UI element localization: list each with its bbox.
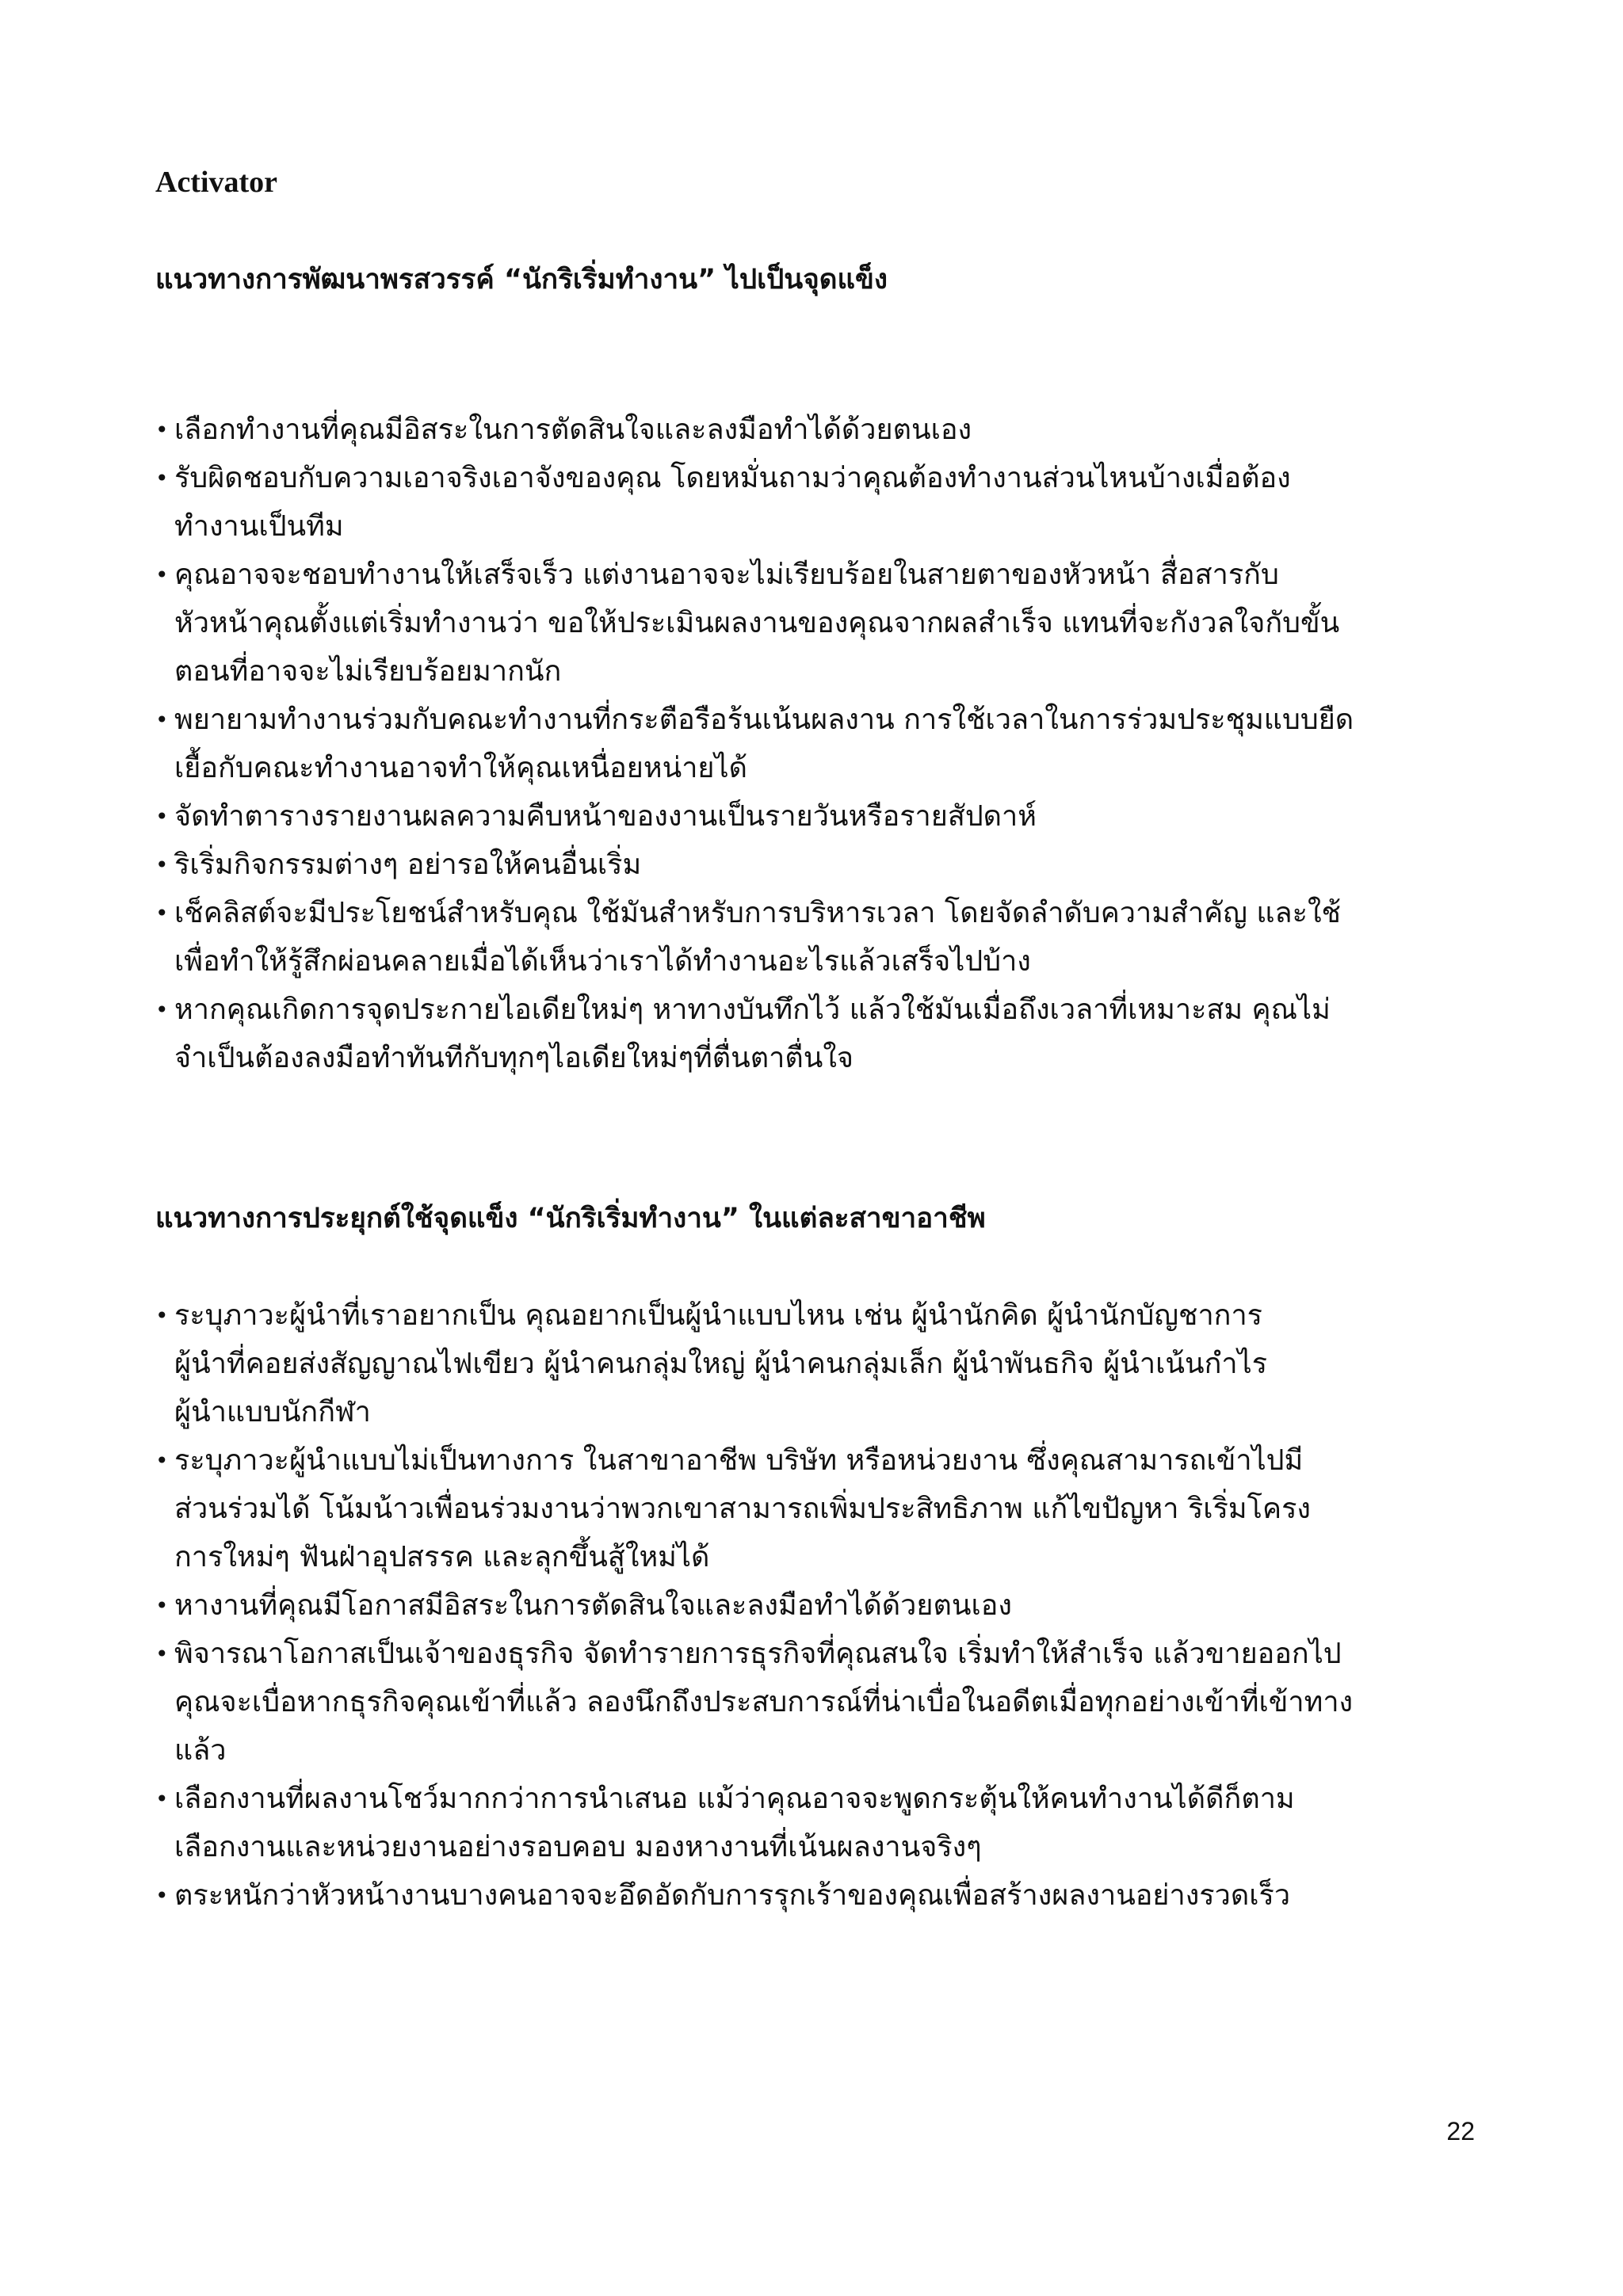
list-item-line: แล้ว (174, 1734, 227, 1767)
bullet-icon: • (155, 1786, 169, 1812)
list-item-line: หางานที่คุณมีโอกาสมีอิสระในการตัดสินใจและลงมือทำได้ด้วยตนเอง (174, 1589, 1012, 1622)
list-item-line: ผู้นำที่คอยส่งสัญญาณไฟเขียว ผู้นำคนกลุ่มใหญ่ ผู้นำคนกลุ่มเล็ก ผู้นำพันธกิจ ผู้นำเน้นกำไร (174, 1348, 1268, 1380)
bullet-icon: • (155, 1447, 169, 1474)
page-number: 22 (1446, 2117, 1475, 2145)
section-1-heading: แนวทางการพัฒนาพรสวรรค์ “นักริเริ่มทำงาน” ไปเป็นจุดแข็ง (155, 264, 888, 296)
list-item-line: พิจารณาโอกาสเป็นเจ้าของธุรกิจ จัดทำรายการธุรกิจที่คุณสนใจ เริ่มทำให้สำเร็จ แล้วขายออกไป (174, 1638, 1342, 1670)
section-2-heading: แนวทางการประยุกต์ใช้จุดแข็ง “นักริเริ่มทำงาน” ในแต่ละสาขาอาชีพ (155, 1203, 986, 1234)
list-item (155, 454, 1487, 551)
list-item-line: พยายามทำงานร่วมกับคณะทำงานที่กระตือรือร้นเน้นผลงาน การใช้เวลาในการร่วมประชุมแบบยืด (174, 704, 1354, 736)
bullet-icon: • (155, 707, 169, 733)
list-item-line: ริเริ่มกิจกรรมต่างๆ อย่ารอให้คนอื่นเริ่ม (174, 849, 642, 881)
list-item-line: เพื่อทำให้รู้สึกผ่อนคลายเมื่อได้เห็นว่าเราได้ทำงานอะไรแล้วเสร็จไปบ้าง (174, 945, 1031, 978)
section-1-bullet-list (155, 406, 1487, 1082)
list-item-line: คุณอาจจะชอบทำงานให้เสร็จเร็ว แต่งานอาจจะไม่เรียบร้อยในสายตาของหัวหน้า สื่อสารกับ (174, 559, 1279, 591)
list-item-line: ส่วนร่วมได้ โน้มน้าวเพื่อนร่วมงานว่าพวกเขาสามารถเพิ่มประสิทธิภาพ แก้ไขปัญหา ริเริ่มโครง (174, 1493, 1311, 1525)
bullet-icon: • (155, 803, 169, 830)
list-item (155, 1775, 1487, 1871)
list-item (155, 406, 1487, 454)
list-item-line: ระบุภาวะผู้นำแบบไม่เป็นทางการ ในสาขาอาชีพ บริษัท หรือหน่วยงาน ซึ่งคุณสามารถเข้าไปมี (174, 1444, 1304, 1477)
list-item (155, 889, 1487, 986)
list-item-line: ตอนที่อาจจะไม่เรียบร้อยมากนัก (174, 655, 562, 688)
list-item (155, 1291, 1487, 1436)
list-item-line: เลือกทำงานที่คุณมีอิสระในการตัดสินใจและลงมือทำได้ด้วยตนเอง (174, 414, 972, 446)
bullet-icon: • (155, 417, 169, 443)
list-item-line: หัวหน้าคุณตั้งแต่เริ่มทำงานว่า ขอให้ประเมินผลงานของคุณจากผลสำเร็จ แทนที่จะกังวลใจกับขั้น (174, 607, 1340, 639)
list-item (155, 841, 1487, 889)
list-item (155, 1581, 1487, 1630)
document-label: Activator (155, 166, 278, 199)
list-item-line: เลือกงานที่ผลงานโชว์มากกว่าการนำเสนอ แม้ว่าคุณอาจจะพูดกระตุ้นให้คนทำงานได้ดีก็ตาม (174, 1783, 1295, 1815)
list-item (155, 1436, 1487, 1581)
bullet-icon: • (155, 997, 169, 1023)
list-item (155, 1871, 1487, 1920)
list-item (155, 696, 1487, 792)
bullet-icon: • (155, 852, 169, 878)
list-item-line: ผู้นำแบบนักกีฬา (174, 1396, 371, 1428)
list-item-line: ระบุภาวะผู้นำที่เราอยากเป็น คุณอยากเป็นผู้นำแบบไหน เช่น ผู้นำนักคิด ผู้นำนักบัญชาการ (174, 1299, 1263, 1332)
list-item-line: เยื้อกับคณะทำงานอาจทำให้คุณเหนื่อยหน่ายได้ (174, 752, 747, 784)
list-item-line: เลือกงานและหน่วยงานอย่างรอบคอบ มองหางานที่เน้นผลงานจริงๆ (174, 1831, 982, 1863)
list-item-line: รับผิดชอบกับความเอาจริงเอาจังของคุณ โดยหมั่นถามว่าคุณต้องทำงานส่วนไหนบ้างเมื่อต้อง (174, 462, 1291, 494)
bullet-icon: • (155, 1882, 169, 1909)
list-item-line: คุณจะเบื่อหากธุรกิจคุณเข้าที่แล้ว ลองนึกถึงประสบการณ์ที่น่าเบื่อในอดีตเมื่อทุกอย่างเข้าที่เข้าทาง (174, 1686, 1354, 1718)
list-item-line: จัดทำตารางรายงานผลความคืบหน้าของงานเป็นรายวันหรือรายสัปดาห์ (174, 800, 1037, 833)
list-item-line: การใหม่ๆ ฟันฝ่าอุปสรรค และลุกขึ้นสู้ใหม่ได้ (174, 1541, 710, 1573)
list-item (155, 551, 1487, 696)
list-item (155, 1630, 1487, 1775)
bullet-icon: • (155, 1641, 169, 1667)
bullet-icon: • (155, 1592, 169, 1619)
list-item-line: เช็คลิสต์จะมีประโยชน์สำหรับคุณ ใช้มันสำหรับการบริหารเวลา โดยจัดลำดับความสำคัญ และใช้ (174, 897, 1341, 929)
list-item (155, 986, 1487, 1082)
list-item-line: หากคุณเกิดการจุดประกายไอเดียใหม่ๆ หาทางบันทึกไว้ แล้วใช้มันเมื่อถึงเวลาที่เหมาะสม คุณไม่ (174, 994, 1331, 1026)
bullet-icon: • (155, 562, 169, 588)
bullet-icon: • (155, 465, 169, 491)
bullet-icon: • (155, 1302, 169, 1329)
list-item (155, 792, 1487, 841)
list-item-line: จำเป็นต้องลงมือทำทันทีกับทุกๆไอเดียใหม่ๆที่ตื่นตาตื่นใจ (174, 1042, 854, 1074)
section-2-bullet-list (155, 1291, 1487, 1920)
list-item-line: ทำงานเป็นทีม (174, 510, 344, 543)
list-item-line: ตระหนักว่าหัวหน้างานบางคนอาจจะอึดอัดกับการรุกเร้าของคุณเพื่อสร้างผลงานอย่างรวดเร็ว (174, 1879, 1291, 1912)
bullet-icon: • (155, 900, 169, 926)
